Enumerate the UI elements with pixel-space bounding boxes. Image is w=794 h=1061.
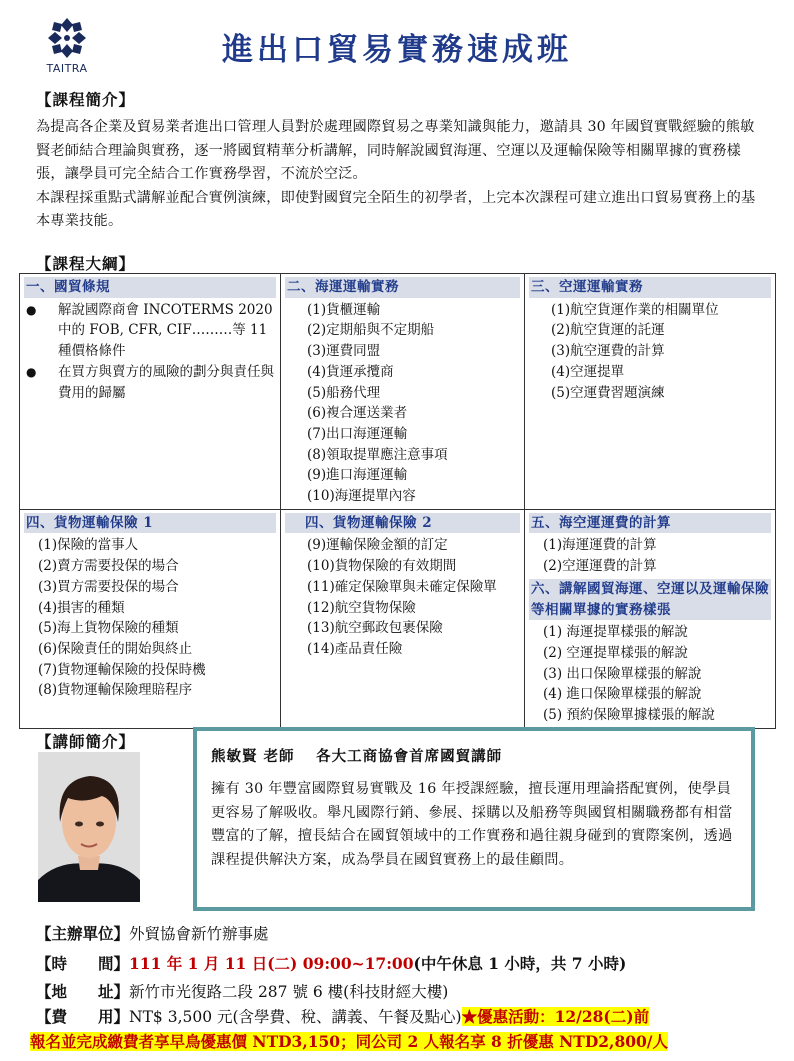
list-item: (4)貨運承攬商: [307, 363, 394, 380]
list-item: (3) 出口保險單樣張的解說: [543, 665, 702, 682]
address-label: 【地 址】: [36, 982, 130, 1001]
teacher-bio-box: [193, 727, 755, 911]
cell-heading: 一、國貿條規: [24, 277, 276, 298]
list-item: (9)運輸保險金額的訂定: [307, 537, 448, 554]
list-item: (3)買方需要投保的場合: [38, 578, 179, 595]
list-item: ● 解說國際商會 INCOTERMS 2020 中的 FOB, CFR, CIF………等 11 種價格條件: [24, 300, 276, 362]
cell-heading: 六、講解國貿海運、空運以及運輸保險等相關單據的實務樣張: [529, 579, 771, 620]
outline-cell-freight-documents: [525, 509, 776, 728]
list-item: (6)保險責任的開始與終止: [38, 640, 193, 657]
list-item: (2)空運運費的計算: [543, 558, 657, 575]
list-item: (1)保險的當事人: [38, 537, 139, 554]
outline-cell-insurance-2: [281, 509, 525, 728]
list-item: (8)貨物運輸保險理賠程序: [38, 682, 193, 699]
promo-line: [30, 1030, 770, 1052]
time-label: 【時 間】: [36, 954, 130, 973]
list-item: (5) 預約保險單據樣張的解說: [543, 707, 715, 724]
list-item: (10)貨物保險的有效期間: [307, 558, 457, 575]
list-item: (5)海上貨物保險的種類: [38, 620, 179, 637]
list-item: (9)進口海運運輸: [307, 467, 408, 484]
promo-highlight-2: 報名並完成繳費者享早鳥優惠價 NTD3,150；同公司 2 人報名享 8 折優惠 NTD2,800/人: [30, 1032, 668, 1051]
organizer-line: [36, 922, 269, 944]
list-item: (4)空運提單: [551, 363, 625, 380]
outline-heading: 【課程大綱】: [36, 254, 136, 273]
intro-paragraph-1: 為提高各企業及貿易業者進出口管理人員對於處理國際貿易之專業知識與能力，邀請具 30 年國貿實戰經驗的熊敏賢老師結合理論與實務，逐一將國貿精華分析講解，同時解說國貿海運、空運以及運輸保險等相關單據的實務樣張，讓學員可完全結合工作實務學習，不流於空泛。: [36, 119, 755, 182]
list-item: (10)海運提單內容: [307, 488, 416, 505]
list-item: (1) 海運提單樣張的解說: [543, 624, 688, 641]
promo-highlight-1: ★優惠活動：12/28(二)前: [461, 1007, 650, 1026]
fee-value: NT$ 3,500 元(含學費、稅、講義、午餐及點心): [129, 1008, 462, 1026]
list-item: (3)航空運費的計算: [551, 343, 665, 360]
time-line: [36, 952, 626, 974]
list-item: (4)損害的種類: [38, 599, 125, 616]
list-item: (2)賣方需要投保的場合: [38, 558, 179, 575]
list-item: (4) 進口保險單樣張的解說: [543, 686, 702, 703]
fee-label: 【費 用】: [36, 1007, 130, 1026]
list-item: (7)出口海運運輸: [307, 425, 408, 442]
cell-heading: 四、貨物運輸保險 1: [24, 513, 276, 534]
list-item: (7)貨物運輸保險的投保時機: [38, 661, 206, 678]
list-item: (1)航空貨運作業的相關單位: [551, 301, 719, 318]
outline-cell-sea-transport: [281, 274, 525, 510]
cell-heading: 二、海運運輸實務: [285, 277, 520, 298]
list-item: (2)航空貨運的託運: [551, 322, 665, 339]
address-value: 新竹市光復路二段 287 號 6 樓(科技財經大樓): [129, 983, 449, 1001]
list-item: (2)定期船與不定期船: [307, 322, 435, 339]
logo-text: TAITRA: [46, 62, 88, 75]
list-item: (14)產品責任險: [307, 640, 403, 657]
teacher-description: 擁有 30 年豐富國際貿易實戰及 16 年授課經驗，擅長運用理論搭配實例，使學員更容易了解吸收。舉凡國際行銷、參展、採購以及船務等與國貿相關職務都有相當豐富的了解，擅長結合在國貿領域中的工作實務和過往親身碰到的實際案例，透過課程提供解決方案，成為學員在國貿實務上的最佳顧問。: [211, 781, 733, 868]
teacher-name: 熊敏賢 老師 各大工商協會首席國貿講師: [211, 748, 503, 765]
list-item: (13)航空郵政包裹保險: [307, 620, 443, 637]
intro-text: [36, 116, 766, 234]
list-item: (12)航空貨物保險: [307, 599, 416, 616]
page-title: 進出口貿易實務速成班: [222, 32, 572, 68]
list-item: (8)領取提單應注意事項: [307, 446, 448, 463]
address-line: [36, 980, 448, 1002]
list-item: (1)貨櫃運輸: [307, 301, 381, 318]
teacher-photo: [38, 752, 140, 902]
outline-cell-incoterms: [20, 274, 281, 510]
fee-line: [36, 1005, 649, 1027]
organizer-value: 外貿協會新竹辦事處: [129, 925, 269, 943]
time-note: (中午休息 1 小時，共 7 小時): [413, 954, 627, 973]
course-outline-table: [19, 273, 776, 729]
cell-heading: 四、貨物運輸保險 2: [285, 513, 520, 534]
time-value: 111 年 1 月 11 日(二) 09:00~17:00: [129, 954, 414, 973]
teacher-heading: 【講師簡介】: [36, 732, 136, 751]
outline-cell-air-transport: [525, 274, 776, 510]
intro-heading: 【課程簡介】: [36, 90, 136, 109]
list-item: (5)船務代理: [307, 384, 381, 401]
list-item: ● 在買方與賣方的風險的劃分與責任與費用的歸屬: [24, 362, 276, 403]
teacher-portrait-icon: [38, 752, 140, 902]
cell-heading: 五、海空運運費的計算: [529, 513, 771, 534]
cell-heading: 三、空運運輸實務: [529, 277, 771, 298]
list-item: (1)海運運費的計算: [543, 537, 657, 554]
organizer-label: 【主辦單位】: [36, 924, 130, 943]
outline-cell-insurance-1: [20, 509, 281, 728]
intro-paragraph-2: 本課程採重點式講解並配合實例演練，即使對國貿完全陌生的初學者，上完本次課程可建立進出口貿易實務上的基本專業技能。: [36, 189, 756, 229]
list-item: (5)空運費習題演練: [551, 384, 665, 401]
list-item: (11)確定保險單與未確定保險單: [307, 578, 497, 595]
list-item: (2) 空運提單樣張的解說: [543, 644, 688, 661]
list-item: (6)複合運送業者: [307, 405, 408, 422]
list-item: (3)運費同盟: [307, 343, 381, 360]
